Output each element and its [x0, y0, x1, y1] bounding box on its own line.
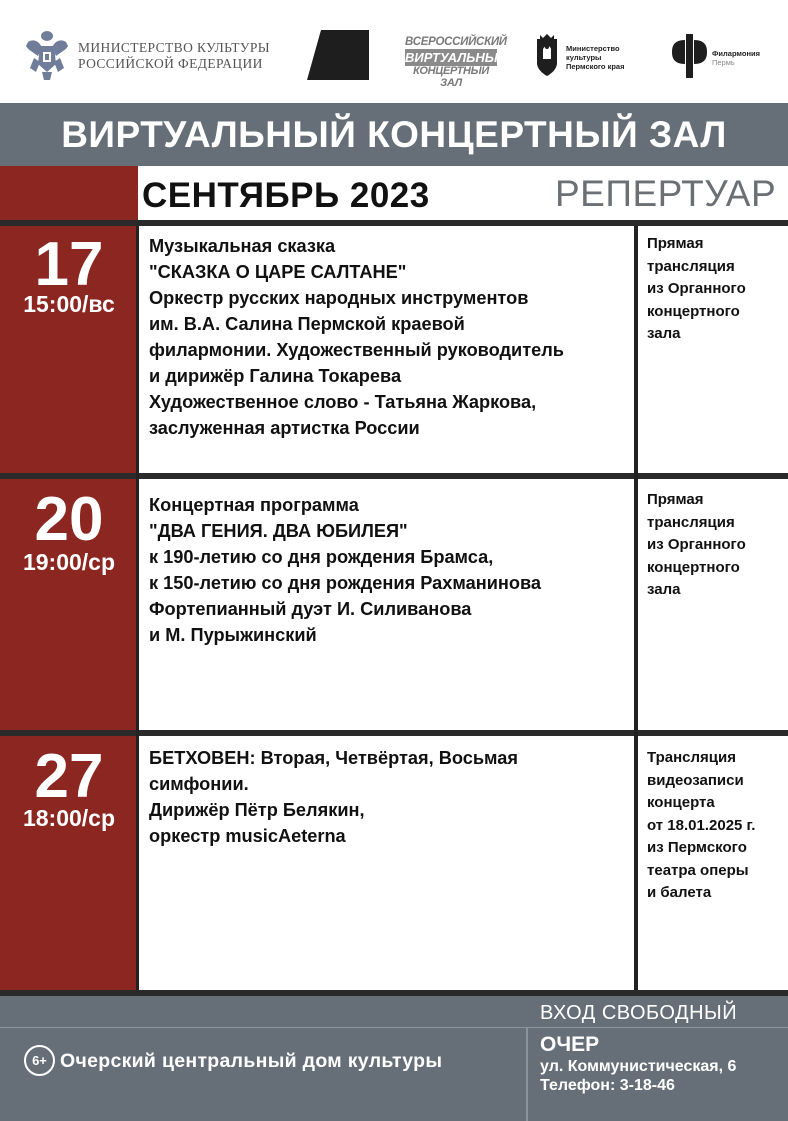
venue-phone: Телефон: 3-18-46 [540, 1077, 675, 1094]
double-headed-eagle-icon [24, 28, 70, 82]
venue-city: ОЧЕР [540, 1033, 600, 1056]
event-description: БЕТХОВЕН: Вторая, Четвёртая, Восьмая симфонии. Дирижёр Пётр Белякин, оркестр musicAeterna [149, 748, 518, 846]
footer-column-divider [526, 1028, 528, 1121]
event-description: Музыкальная сказка "СКАЗКА О ЦАРЕ САЛТАНЕ" Оркестр русских народных инструментов им. В.А. Салина Пермской краевой филармонии. Художественный руководитель и дирижёр Галина Токарева Художественное слово - Татьяна Жаркова, заслуженная артистка России [149, 236, 564, 438]
page-title: ВИРТУАЛЬНЫЙ КОНЦЕРТНЫЙ ЗАЛ [61, 114, 727, 155]
event-time: 15:00/вс [23, 291, 115, 317]
philharmonic-logo [670, 34, 770, 78]
column-divider-left [136, 226, 139, 990]
event-time: 18:00/ср [22, 805, 116, 831]
ministry-of-culture-text: МИНИСТЕРСТВО КУЛЬТУРЫ РОССИЙСКОЙ ФЕДЕРАЦИИ [78, 40, 270, 71]
event-day: 17 [34, 230, 104, 299]
national-projects-logo [307, 30, 369, 80]
perm-ministry-text: Министерство культуры Пермского края [566, 44, 625, 71]
event-day: 20 [34, 485, 104, 554]
logos-header [0, 0, 788, 103]
event-broadcast-note: Прямая трансляция из Органного концертного зала [647, 491, 746, 598]
repertoire-label: РЕПЕРТУАР [555, 173, 777, 214]
month-title: СЕНТЯБРЬ 2023 [142, 176, 430, 215]
ministry-of-culture-logo [24, 28, 274, 84]
event-day: 27 [34, 742, 104, 811]
footer-divider [0, 1027, 788, 1028]
virtual-concert-hall-logo: ВСЕРОССИЙСКИЙ ВИРТУАЛЬНЫЙ КОНЦЕРТНЫЙ ЗАЛ [405, 36, 508, 89]
event-time: 19:00/ср [22, 549, 116, 575]
free-entry-label: ВХОД СВОБОДНЫЙ [540, 1002, 738, 1024]
venue-address: ул. Коммунистическая, 6 [540, 1058, 737, 1075]
age-rating-badge: 6+ [24, 1045, 55, 1076]
philharmonic-text: Филармония Пермь [712, 49, 760, 67]
venue-name: Очерский центральный дом культуры [60, 1050, 443, 1072]
perm-ministry-logo [534, 33, 644, 77]
event-description: Концертная программа "ДВА ГЕНИЯ. ДВА ЮБИЛЕЯ" к 190-летию со дня рождения Брамса, к 150-летию со дня рождения Рахманинова Фортепианный дуэт И. Силиванова и М. Пурыжинский [149, 495, 542, 645]
event-broadcast-note: Прямая трансляция из Органного концертного зала [647, 235, 746, 342]
philharmonic-emblem-icon [670, 34, 710, 78]
perm-coat-of-arms-icon [534, 33, 560, 77]
event-broadcast-note: Трансляция видеозаписи концерта от 18.01.2025 г. из Пермского театра оперы и балета [647, 749, 756, 901]
column-divider-right [634, 226, 638, 990]
month-accent-block [0, 166, 138, 220]
national-projects-shape-icon [307, 30, 369, 80]
title-banner [0, 103, 788, 166]
